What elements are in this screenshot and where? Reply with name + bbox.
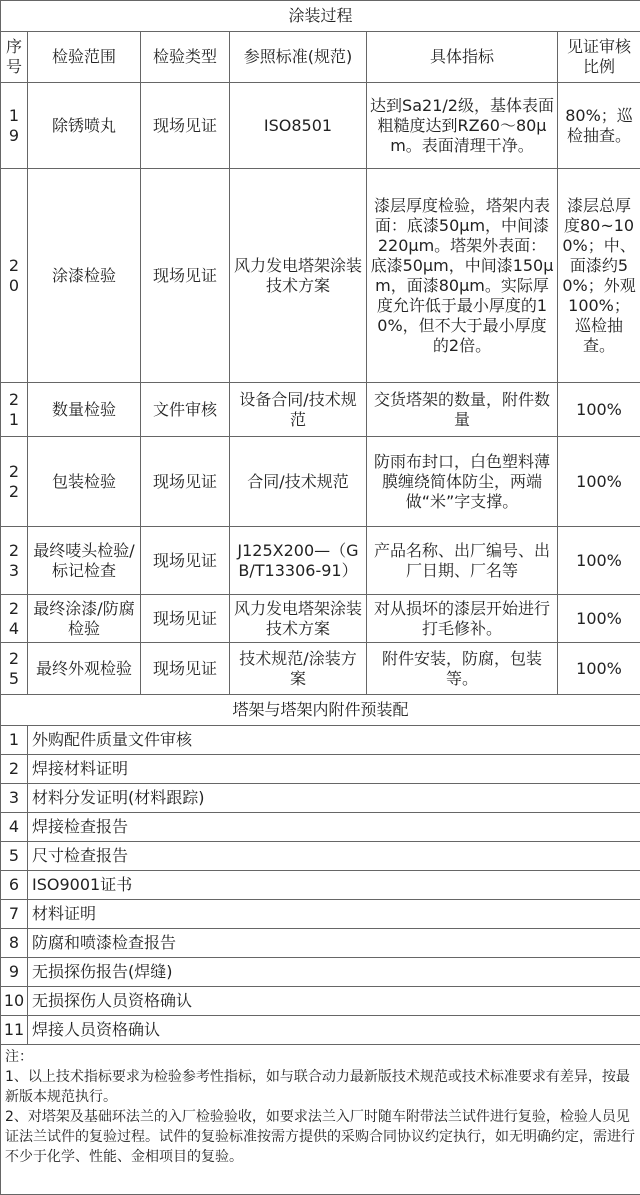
- row-ratio: 漆层总厚度80~100%；中、面漆约50%；外观100%；巡检抽查。: [558, 169, 640, 383]
- header-type: 检验类型: [141, 32, 230, 83]
- header-no: 序号: [1, 32, 28, 83]
- list-item-no: 5: [1, 842, 28, 871]
- list-item: [1, 871, 640, 900]
- note-item: 1、以上技术指标要求为检验参考性指标，如与联合动力最新版技术规范或技术标准要求有差异，按最新版本规范执行。: [5, 1067, 636, 1107]
- list-item-text: 无损探伤人员资格确认: [28, 987, 640, 1016]
- row-no: 24: [1, 595, 28, 643]
- list-item: [1, 842, 640, 871]
- row-no: 23: [1, 527, 28, 595]
- table-header-row: [1, 32, 640, 83]
- list-item-no: 1: [1, 726, 28, 755]
- list-item: [1, 929, 640, 958]
- list-item-text: 防腐和喷漆检查报告: [28, 929, 640, 958]
- list-item-text: 焊接材料证明: [28, 755, 640, 784]
- row-indicator: 防雨布封口，白色塑料薄膜缠绕简体防尘，两端做“米”字支撑。: [367, 437, 558, 527]
- row-scope: 涂漆检验: [28, 169, 141, 383]
- list-item: [1, 1016, 640, 1045]
- row-scope: 除锈喷丸: [28, 83, 141, 169]
- list-item-no: 11: [1, 1016, 28, 1045]
- row-standard: ISO8501: [230, 83, 367, 169]
- list-item-text: 焊接人员资格确认: [28, 1016, 640, 1045]
- row-indicator: 产品名称、出厂编号、出厂日期、厂名等: [367, 527, 558, 595]
- list-item: [1, 958, 640, 987]
- row-no: 20: [1, 169, 28, 383]
- list-item-no: 2: [1, 755, 28, 784]
- row-standard: 合同/技术规范: [230, 437, 367, 527]
- row-ratio: 100%: [558, 437, 640, 527]
- table-row: [1, 527, 640, 595]
- row-no: 21: [1, 383, 28, 437]
- row-ratio: 100%: [558, 595, 640, 643]
- list-item-no: 10: [1, 987, 28, 1016]
- list-item: [1, 900, 640, 929]
- list-item: [1, 726, 640, 755]
- list-item-no: 8: [1, 929, 28, 958]
- row-type: 现场见证: [141, 169, 230, 383]
- row-type: 现场见证: [141, 437, 230, 527]
- row-ratio: 100%: [558, 527, 640, 595]
- table-row: [1, 437, 640, 527]
- table-row: [1, 169, 640, 383]
- note-item: 2、对塔架及基础环法兰的入厂检验验收，如要求法兰入厂时随车附带法兰试件进行复验，检验人员见证法兰试件的复验过程。试件的复验标准按需方提供的采购合同协议约定执行，如无明确约定，需进行不少于化学、性能、金相项目的复验。: [5, 1107, 636, 1167]
- row-standard: 技术规范/涂装方案: [230, 643, 367, 695]
- list-item: [1, 813, 640, 842]
- header-ratio: 见证审核比例: [558, 32, 640, 83]
- header-scope: 检验范围: [28, 32, 141, 83]
- table-row: [1, 383, 640, 437]
- list-item-text: 无损探伤报告(焊缝): [28, 958, 640, 987]
- list-item-text: 材料证明: [28, 900, 640, 929]
- header-standard: 参照标准(规范): [230, 32, 367, 83]
- row-scope: 数量检验: [28, 383, 141, 437]
- row-scope: 最终外观检验: [28, 643, 141, 695]
- row-ratio: 80%；巡检抽查。: [558, 83, 640, 169]
- notes-title: 注：: [5, 1047, 636, 1067]
- row-no: 22: [1, 437, 28, 527]
- row-type: 文件审核: [141, 383, 230, 437]
- row-no: 25: [1, 643, 28, 695]
- row-indicator: 对从损坏的漆层开始进行打毛修补。: [367, 595, 558, 643]
- list-item-text: 外购配件质量文件审核: [28, 726, 640, 755]
- list-item: [1, 987, 640, 1016]
- list-item-no: 6: [1, 871, 28, 900]
- row-standard: 风力发电塔架涂装技术方案: [230, 169, 367, 383]
- row-indicator: 漆层厚度检验，塔架内表面：底漆50μm，中间漆220μm。塔架外表面：底漆50μm，中间漆150μm，面漆80μm。实际厚度允许低于最小厚度的10%，但不大于最小厚度的2倍。: [367, 169, 558, 383]
- table-row: [1, 83, 640, 169]
- row-indicator: 达到Sa21/2级，基体表面粗糙度达到RZ60～80μm。表面清理干净。: [367, 83, 558, 169]
- list-item-text: 材料分发证明(材料跟踪): [28, 784, 640, 813]
- list-item: [1, 755, 640, 784]
- list-item: [1, 784, 640, 813]
- row-scope: 最终唛头检验/标记检查: [28, 527, 141, 595]
- row-ratio: 100%: [558, 643, 640, 695]
- row-standard: 设备合同/技术规范: [230, 383, 367, 437]
- row-standard: J125X200—（GB/T13306-91）: [230, 527, 367, 595]
- row-scope: 最终涂漆/防腐检验: [28, 595, 141, 643]
- section-title-coating: 涂装过程: [1, 1, 640, 32]
- row-indicator: 附件安装，防腐，包装等。: [367, 643, 558, 695]
- row-type: 现场见证: [141, 643, 230, 695]
- list-item-no: 7: [1, 900, 28, 929]
- row-type: 现场见证: [141, 595, 230, 643]
- list-item-no: 4: [1, 813, 28, 842]
- row-type: 现场见证: [141, 83, 230, 169]
- list-item-text: ISO9001证书: [28, 871, 640, 900]
- header-indicator: 具体指标: [367, 32, 558, 83]
- row-ratio: 100%: [558, 383, 640, 437]
- list-item-no: 3: [1, 784, 28, 813]
- list-item-text: 焊接检查报告: [28, 813, 640, 842]
- table-row: [1, 643, 640, 695]
- row-no: 19: [1, 83, 28, 169]
- list-item-no: 9: [1, 958, 28, 987]
- notes-block: [1, 1045, 640, 1195]
- section-title-preassembly: 塔架与塔架内附件预装配: [1, 695, 640, 726]
- row-indicator: 交货塔架的数量，附件数量: [367, 383, 558, 437]
- row-standard: 风力发电塔架涂装技术方案: [230, 595, 367, 643]
- table-row: [1, 595, 640, 643]
- row-scope: 包装检验: [28, 437, 141, 527]
- row-type: 现场见证: [141, 527, 230, 595]
- list-item-text: 尺寸检查报告: [28, 842, 640, 871]
